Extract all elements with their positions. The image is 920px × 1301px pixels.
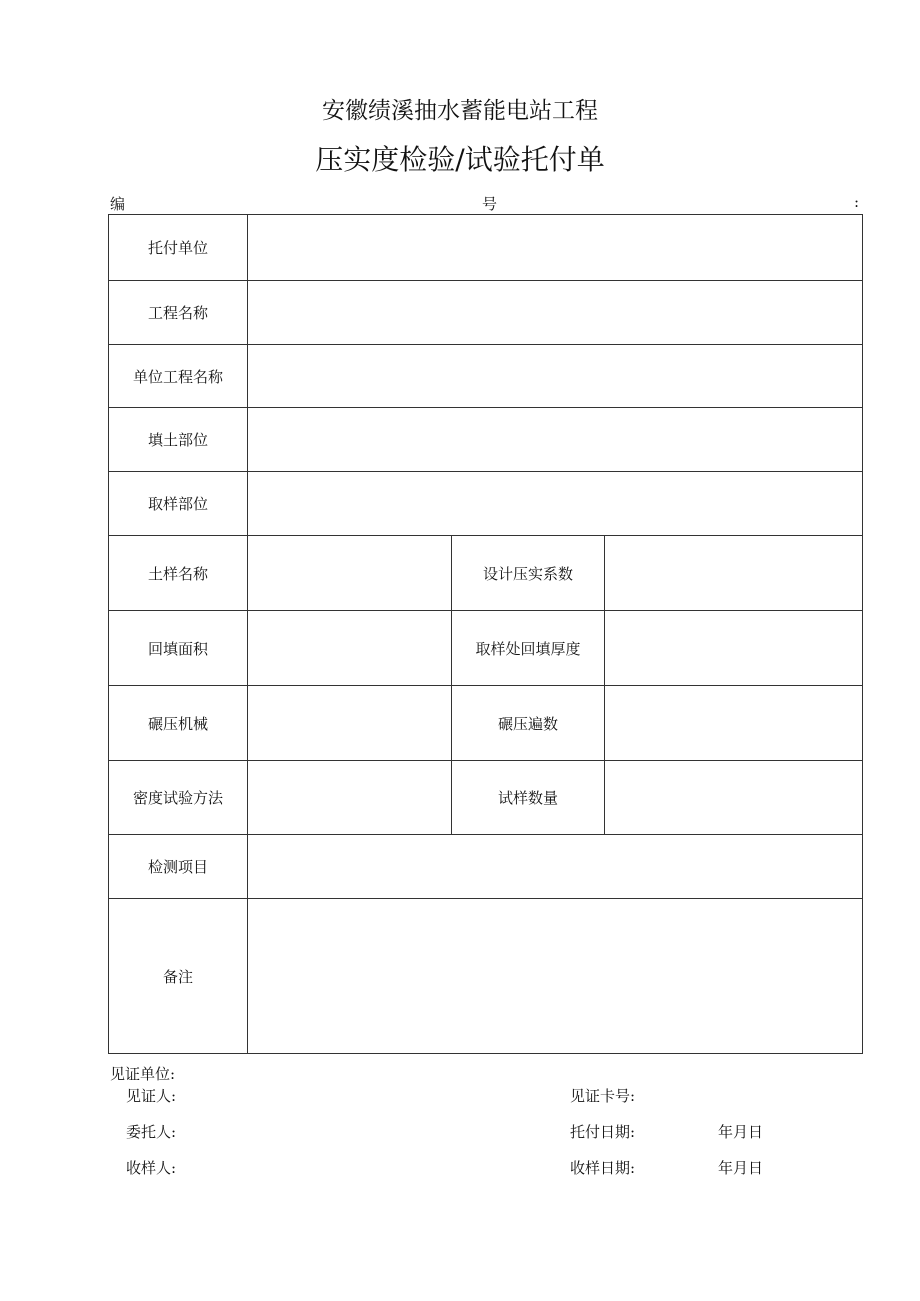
remarks-field[interactable]	[248, 899, 863, 1054]
serial-number-line	[108, 193, 862, 215]
form-title: 压实度检验/试验托付单	[315, 143, 605, 176]
design-compaction-coef-label: 设计压实系数	[452, 536, 605, 611]
roller-machine-field[interactable]	[248, 686, 452, 761]
receiver-label: 收样人:	[126, 1159, 177, 1177]
table-row	[109, 472, 863, 536]
serial-colon: :	[854, 193, 860, 211]
table-row	[109, 536, 863, 611]
witness-person-label: 见证人:	[126, 1087, 177, 1105]
table-row	[109, 761, 863, 835]
table-row	[109, 215, 863, 281]
roller-machine-label: 碾压机械	[109, 686, 248, 761]
witness-card-no-label: 见证卡号:	[570, 1087, 636, 1105]
design-compaction-coef-field[interactable]	[605, 536, 863, 611]
serial-label-char-1: 编	[110, 195, 126, 213]
table-row	[109, 686, 863, 761]
sample-quantity-label: 试样数量	[452, 761, 605, 835]
entrust-form-table	[108, 214, 863, 1054]
test-items-label: 检测项目	[109, 835, 248, 899]
project-title: 安徽绩溪抽水蓄能电站工程	[322, 98, 598, 124]
sampling-location-field[interactable]	[248, 472, 863, 536]
remarks-label: 备注	[109, 899, 248, 1054]
table-row	[109, 345, 863, 408]
client-label: 委托人:	[126, 1123, 177, 1141]
sample-quantity-field[interactable]	[605, 761, 863, 835]
table-row	[109, 835, 863, 899]
witness-unit-label: 见证单位:	[110, 1065, 176, 1083]
table-row	[109, 281, 863, 345]
receive-date-value: 年月日	[718, 1159, 764, 1177]
entrust-unit-label: 托付单位	[109, 215, 248, 281]
roller-passes-field[interactable]	[605, 686, 863, 761]
serial-label-char-2: 号	[482, 195, 498, 213]
roller-passes-label: 碾压遍数	[452, 686, 605, 761]
sampling-backfill-thickness-field[interactable]	[605, 611, 863, 686]
unit-project-name-field[interactable]	[248, 345, 863, 408]
receive-date-label: 收样日期:	[570, 1159, 636, 1177]
sampling-backfill-thickness-label: 取样处回填厚度	[452, 611, 605, 686]
entrust-unit-field[interactable]	[248, 215, 863, 281]
soil-sample-name-field[interactable]	[248, 536, 452, 611]
table-row	[109, 899, 863, 1054]
sampling-location-label: 取样部位	[109, 472, 248, 536]
backfill-area-label: 回填面积	[109, 611, 248, 686]
fill-location-field[interactable]	[248, 408, 863, 472]
project-name-field[interactable]	[248, 281, 863, 345]
project-name-label: 工程名称	[109, 281, 248, 345]
backfill-area-field[interactable]	[248, 611, 452, 686]
test-items-field[interactable]	[248, 835, 863, 899]
fill-location-label: 填土部位	[109, 408, 248, 472]
table-row	[109, 408, 863, 472]
table-row	[109, 611, 863, 686]
entrust-date-value: 年月日	[718, 1123, 764, 1141]
density-test-method-label: 密度试验方法	[109, 761, 248, 835]
entrust-date-label: 托付日期:	[570, 1123, 636, 1141]
density-test-method-field[interactable]	[248, 761, 452, 835]
unit-project-name-label: 单位工程名称	[109, 345, 248, 408]
soil-sample-name-label: 土样名称	[109, 536, 248, 611]
